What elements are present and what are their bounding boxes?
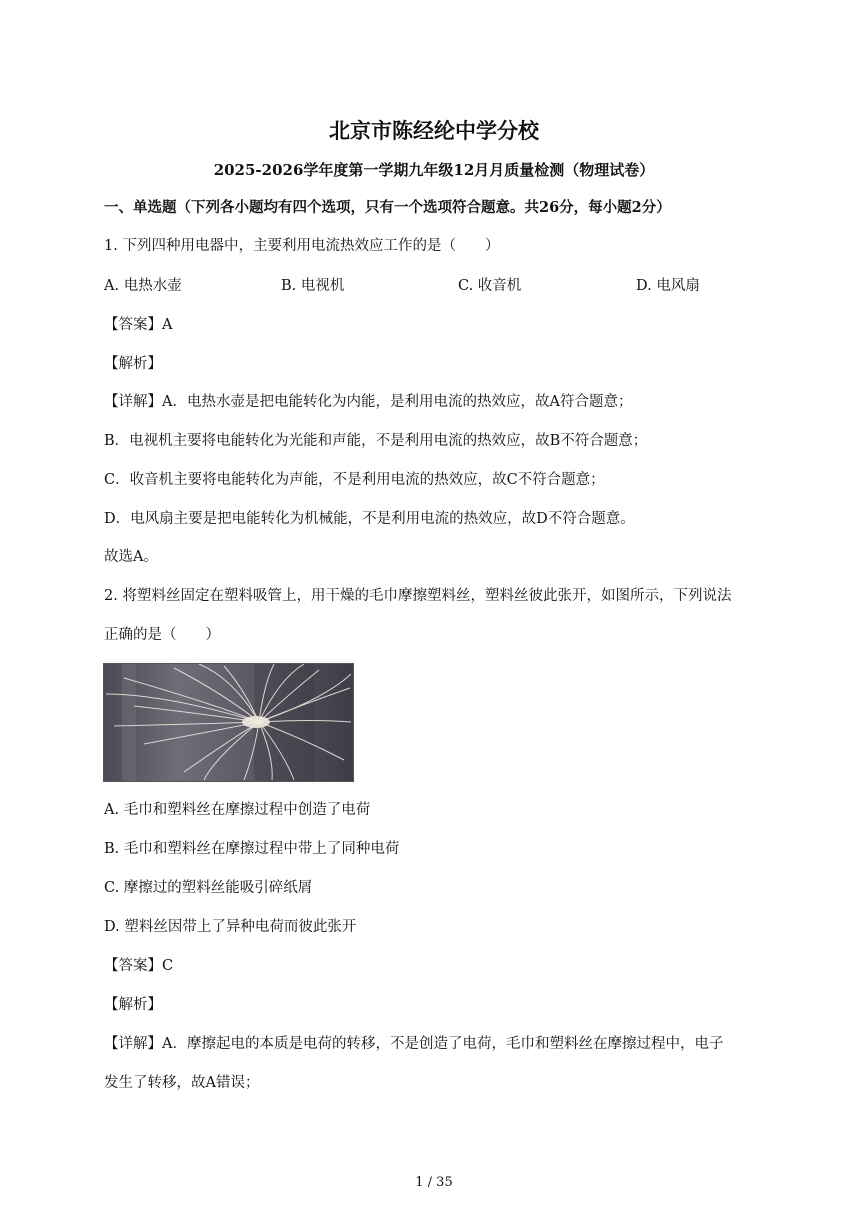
q2-analysis-label: 【解析】 [104,997,162,1013]
exam-title: 2025-2026学年度第一学期九年级12月月质量检测（物理试卷） [213,161,655,179]
q1-option-d: D. 电风扇 [636,278,700,294]
q1-detail-a: 【详解】A．电热水壶是把电能转化为内能，是利用电流的热效应，故A符合题意； [104,394,633,410]
q1-options [104,276,784,296]
q1-option-b: B. 电视机 [281,278,345,294]
q1-conclusion: 故选A。 [104,549,158,565]
q1-stem: 1. 下列四种用电器中，主要利用电流热效应工作的是（ ） [104,238,500,254]
q2-stem-line1: 2. 将塑料丝固定在塑料吸管上，用干燥的毛巾摩擦塑料丝，塑料丝彼此张开，如图所示，下列说法 [104,588,732,604]
q2-detail-line2: 发生了转移，故A错误； [104,1075,260,1091]
q1-detail-d: D．电风扇主要是把电能转化为机械能，不是利用电流的热效应，故D不符合题意。 [104,511,635,527]
q1-answer: 【答案】A [104,317,173,333]
q1-analysis-label: 【解析】 [104,356,162,372]
q2-option-c: C. 摩擦过的塑料丝能吸引碎纸屑 [104,880,313,896]
school-title: 北京市陈经纶中学分校 [329,118,539,143]
q1-option-a: A. 电热水壶 [104,278,182,294]
q2-option-a: A. 毛巾和塑料丝在摩擦过程中创造了电荷 [104,802,371,818]
q1-detail-b: B．电视机主要将电能转化为光能和声能，不是利用电流的热效应，故B不符合题意； [104,433,648,449]
page-number: 1 / 35 [415,1175,453,1190]
q1-detail-c: C．收音机主要将电能转化为声能，不是利用电流的热效应，故C不符合题意； [104,472,605,488]
plastic-strands-photo [103,663,354,782]
q2-detail-line1: 【详解】A．摩擦起电的本质是电荷的转移，不是创造了电荷，毛巾和塑料丝在摩擦过程中，电子 [104,1036,724,1052]
section-heading: 一、单选题（下列各小题均有四个选项，只有一个选项符合题意。共26分，每小题2分） [104,199,671,216]
q2-stem-line2: 正确的是（ ） [104,627,220,643]
q2-option-b: B. 毛巾和塑料丝在摩擦过程中带上了同种电荷 [104,841,400,857]
q1-option-c: C. 收音机 [458,278,522,294]
q2-answer: 【答案】C [104,958,174,974]
q2-option-d: D. 塑料丝因带上了异种电荷而彼此张开 [104,919,357,935]
